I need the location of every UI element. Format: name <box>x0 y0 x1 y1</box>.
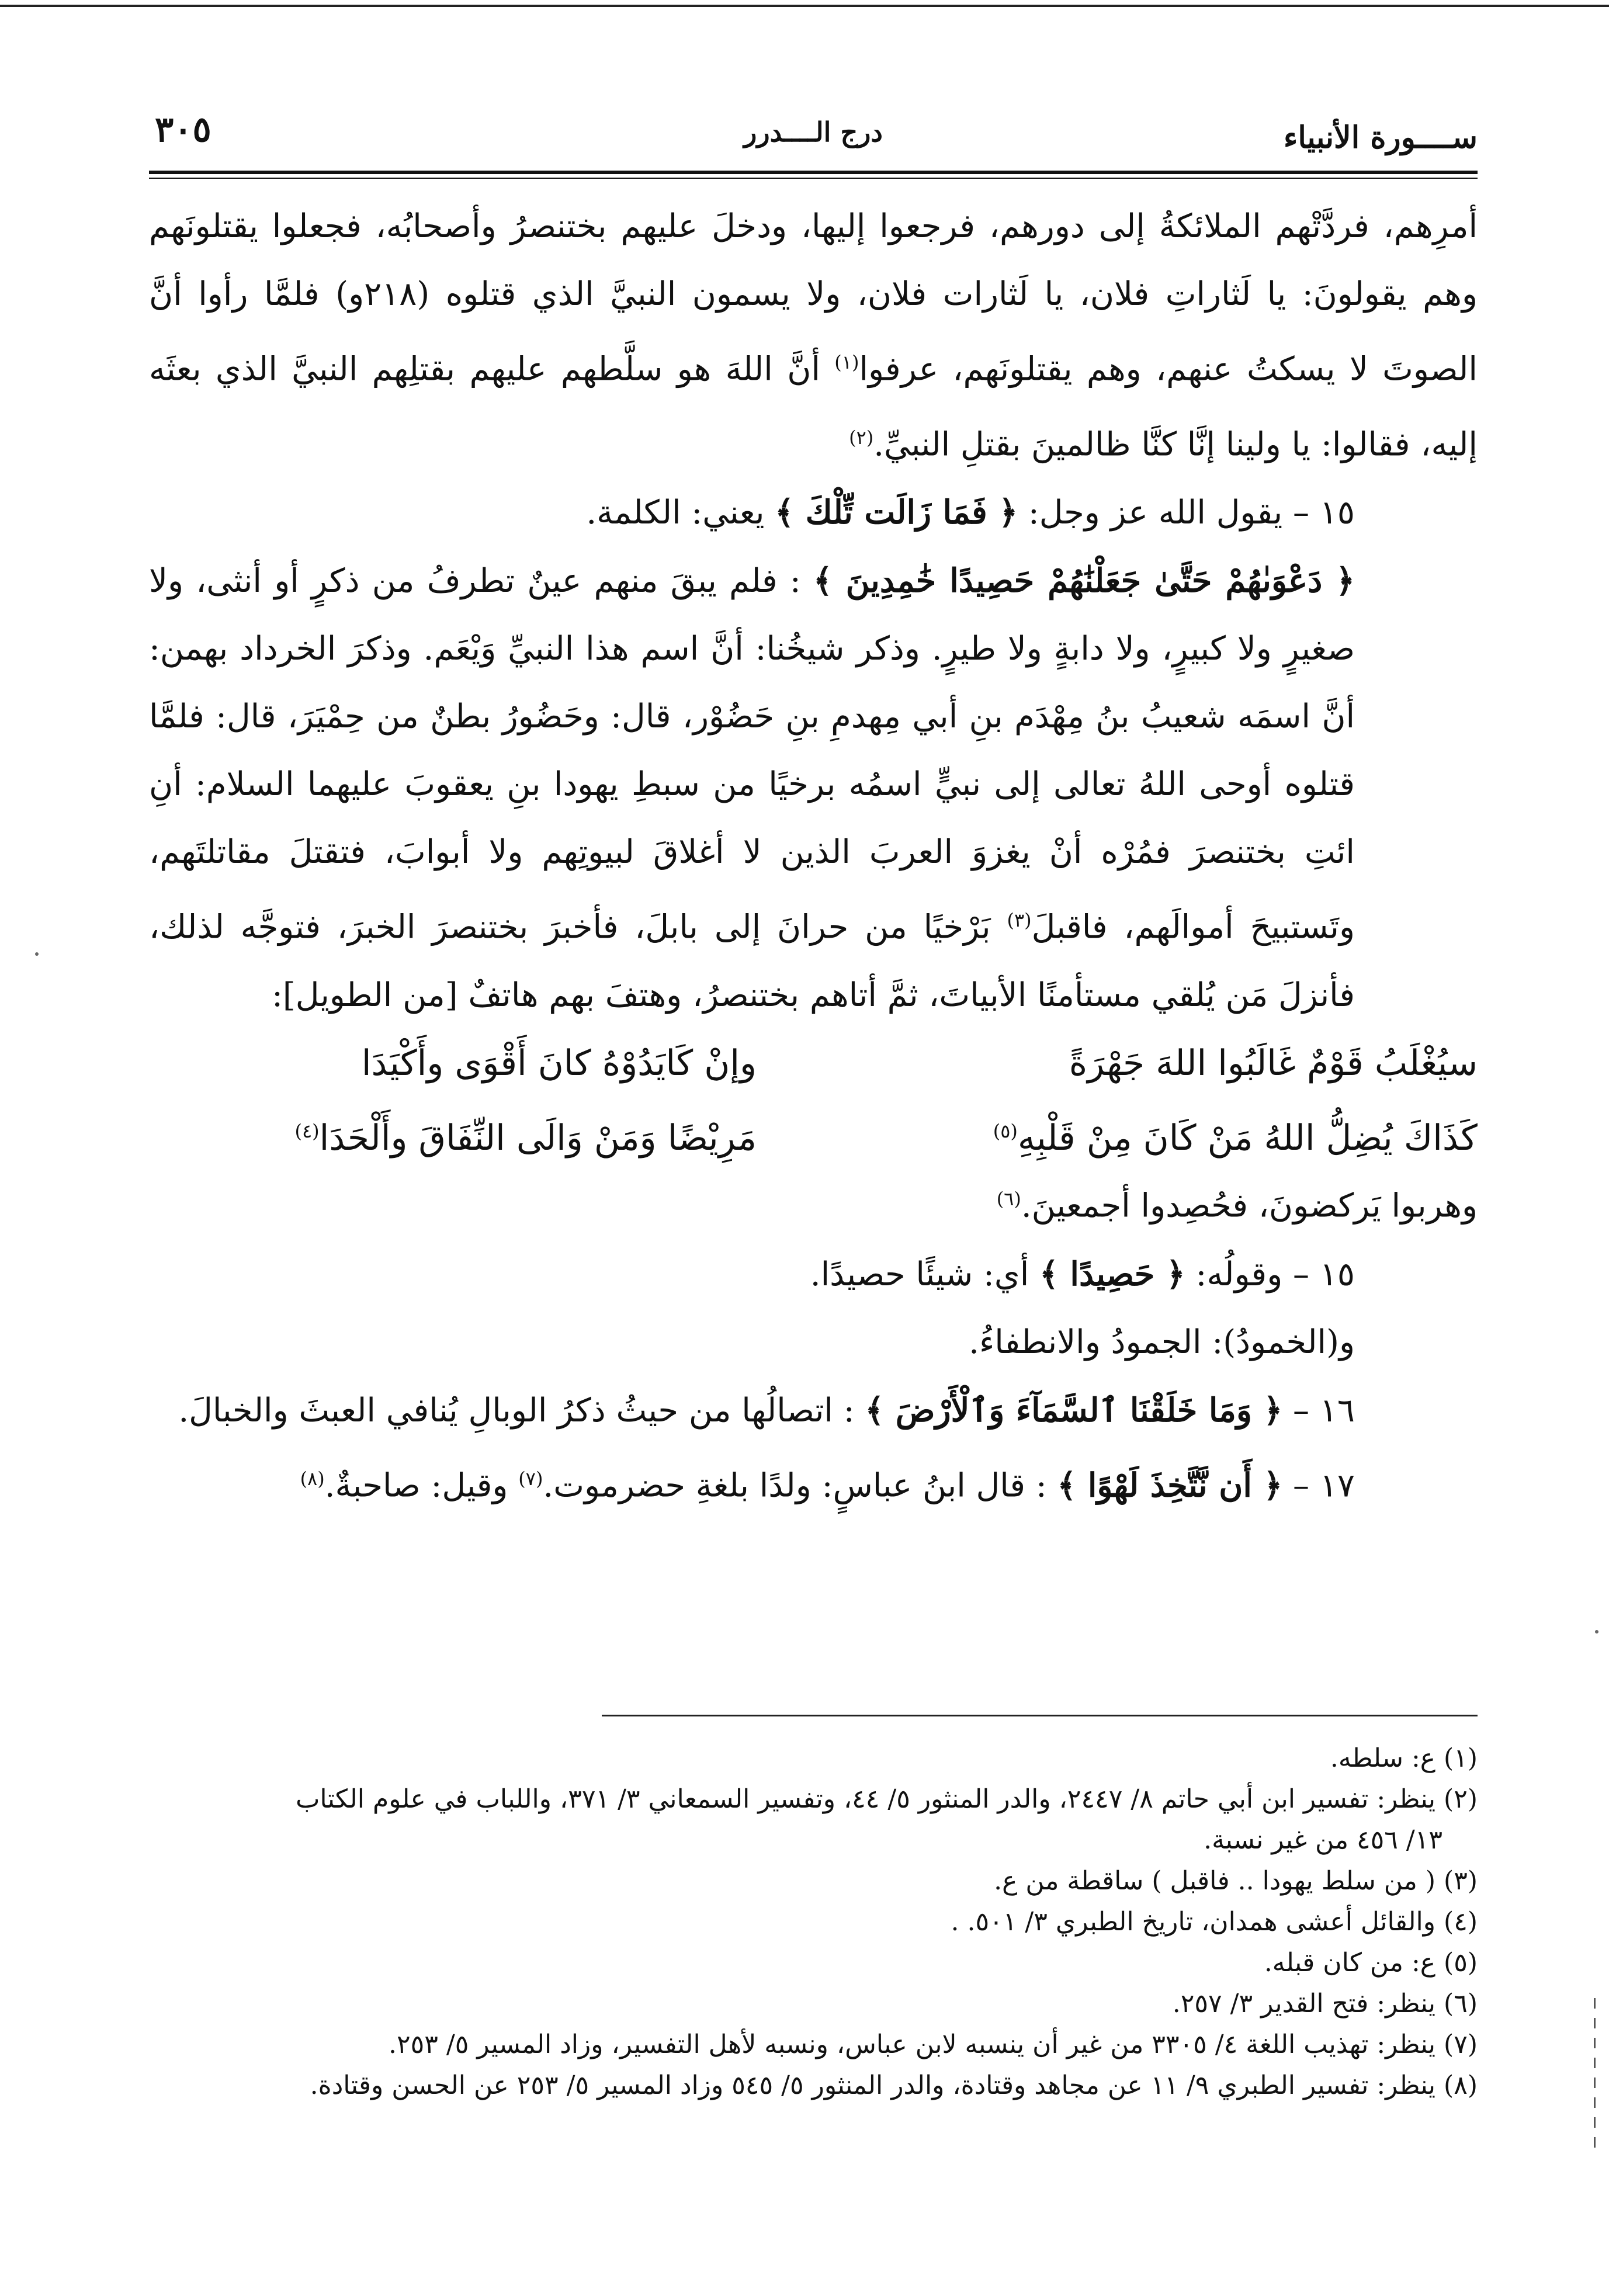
paragraph-4: وهربوا يَركضونَ، فحُصِدوا أجمعينَ.$^{(٦)}$ <box>996 1187 1478 1225</box>
paragraph-8: ١٧ – ﴿ أَن نَّتَّخِذَ لَهْوًا ﴾ : قال ابنُ عباسٍ: ولدًا بلغةِ حضرموت.$^{(٧)}$ وقيل: صاحبةٌ.$^{(٨)}$ <box>300 1466 1355 1505</box>
footnote-ref-8: (٨) <box>300 1467 325 1490</box>
footnotes <box>149 1738 1478 2106</box>
footnote-ref-5: (٥) <box>993 1119 1018 1142</box>
footnote-6: (٦) ينظر: فتح القدير ٣/ ٢٥٧. <box>1172 1989 1478 2018</box>
footnote-separator <box>602 1715 1478 1716</box>
header-rule-thick <box>149 171 1478 174</box>
footnote-2-continued: ١٣/ ٤٥٦ من غير نسبة. <box>1204 1825 1442 1855</box>
footnote-ref-2: (٢) <box>849 426 874 449</box>
scan-margin-marks <box>1586 1998 1603 2191</box>
poem <box>149 1029 1478 1165</box>
quran-verse: ﴿ فَمَا زَالَت تِّلْكَ ﴾ <box>775 493 1018 532</box>
paragraph-6: و(الخمودُ): الجمودُ والانطفاءُ. <box>969 1323 1355 1361</box>
hemistich: كَذَاكَ يُضِلُّ اللهُ مَنْ كَانَ مِنْ قَلْبِهِ$^{(٥)}$ <box>993 1117 1478 1159</box>
footnote-ref-7: (٧) <box>518 1467 543 1490</box>
footnote-4: (٤) والقائل أعشى همدان، تاريخ الطبري ٣/ ٥٠١. . <box>951 1907 1478 1937</box>
hemistich: سيُغْلَبُ قَوْمٌ غَالَبُوا اللهَ جَهْرَةً <box>1069 1042 1478 1084</box>
paragraph-7: ١٦ – ﴿ وَمَا خَلَقْنَا ٱلسَّمَآءَ وَٱلْأَرْضَ ﴾ : اتصالُها من حيثُ ذكرُ الوبالِ يُنافي العبثَ والخبالَ. <box>178 1390 1355 1430</box>
hemistich: مَرِيْضًا وَمَنْ وَالَى النِّفَاقَ وأَلْحَدَا$^{(٤)}$ <box>294 1117 757 1159</box>
quran-verse: ﴿ دَعْوَىٰهُمْ حَتَّىٰ جَعَلْنَٰهُمْ حَصِيدًا خَٰمِدِينَ ﴾ <box>813 561 1355 601</box>
quran-verse: ﴿ حَصِيدًا ﴾ <box>1039 1254 1185 1293</box>
page-number: ٣٠٥ <box>155 109 211 150</box>
page-header <box>149 102 1478 167</box>
header-rule-thin <box>149 178 1478 179</box>
quran-verse: ﴿ أَن نَّتَّخِذَ لَهْوًا ﴾ <box>1057 1466 1283 1505</box>
book-title: درج الــــدرر <box>744 116 883 148</box>
footnote-1: (١) ع: سلطه. <box>1330 1743 1478 1773</box>
poem-verse-1 <box>149 1029 1478 1097</box>
poem-verse-2 <box>149 1097 1478 1165</box>
footnote-ref-3: (٣) <box>1007 909 1032 932</box>
paragraph-5: ١٥ – وقولُه: ﴿ حَصِيدًا ﴾ أي: شيئًا حصيدًا. <box>810 1254 1355 1293</box>
paragraph-1: أمرِهم، فردَّتْهم الملائكةُ إلى دورهم، فرجعوا إليها، ودخلَ عليهم بختنصرُ وأصحابُه، فجعلوا يقتلونَهم وهم يقولونَ: يا لَثاراتِ فلان، يا لَثارات فلان، ولا يسمون النبيَّ الذي قتلوه (٢١٨و) فلمَّا رأوا أنَّ الصوتَ لا يسكتُ عنهم، وهم يقتلونَهم، عرفوا$^{(١)}$ أنَّ اللهَ هو سلَّطهم عليهم بقتلِهم النبيَّ الذي بعثَه إليه، فقالوا: يا ولينا إنَّا كنَّا ظالمينَ بقتلِ النبيِّ.$^{(٢)}$ <box>149 207 1478 464</box>
footnote-ref-1: (١) <box>834 351 859 373</box>
footnote-ref-4: (٤) <box>294 1119 320 1142</box>
footnote-ref-6: (٦) <box>996 1187 1021 1210</box>
scan-speck <box>35 952 39 956</box>
scan-speck <box>1595 1630 1598 1633</box>
footnote-7: (٧) ينظر: تهذيب اللغة ٤/ ٣٣٠٥ من غير أن ينسبه لابن عباس، ونسبه لأهل التفسير، وزاد المسير ٥/ ٢٥٣. <box>389 2030 1478 2059</box>
footnote-2: (٢) ينظر: تفسير ابن أبي حاتم ٨/ ٢٤٤٧، والدر المنثور ٥/ ٤٤، وتفسير السمعاني ٣/ ٣٧١، واللباب في علوم الكتاب <box>295 1784 1478 1814</box>
paragraph-2: ١٥ – يقول الله عز وجل: ﴿ فَمَا زَالَت تِّلْكَ ﴾ يعني: الكلمة. <box>586 493 1355 532</box>
footnote-8: (٨) ينظر: تفسير الطبري ٩/ ١١ عن مجاهد وقتادة، والدر المنثور ٥/ ٥٤٥ وزاد المسير ٥/ ٢٥٣ عن الحسن وقتادة. <box>310 2070 1478 2100</box>
paragraph-3: ﴿ دَعْوَىٰهُمْ حَتَّىٰ جَعَلْنَٰهُمْ حَصِيدًا خَٰمِدِينَ ﴾ : فلم يبقَ منهم عينٌ تطرفُ من ذكرٍ أو أنثى، ولا صغيرٍ ولا كبيرٍ، ولا دابةٍ ولا طيرٍ. وذكر شيخُنا: أنَّ اسم هذا النبيِّ وَيْعَم. وذكرَ الخرداد بهمن: أنَّ اسمَه شعيبُ بنُ مِهْدَم بنِ أبي مِهدمِ بنِ حَضُوْر، قال: وحَضُورُ بطنٌ من حِمْيَرَ، قال: فلمَّا قتلوه أوحى اللهُ تعالى إلى نبيٍّ اسمُه برخيًا من سبطِ يهودا بنِ يعقوبَ عليهما السلام: أنِ ائتِ بختنصرَ فمُرْه أنْ يغزوَ العربَ الذين لا أغلاقَ لبيوتِهم ولا أبوابَ، فتقتلَ مقاتلتَهم، وتَستبيحَ أموالَهم، فاقبلَ$^{(٣)}$ بَرْخيًا من حرانَ إلى بابلَ، فأخبرَ بختنصرَ الخبرَ، فتوجَّه لذلك، فأنزلَ مَن يُلقي مستأمنًا الأبياتَ، ثمَّ أتاهم بختنصرُ، وهتفَ بهم هاتفٌ [من الطويل]: <box>149 561 1355 1014</box>
top-border-rule <box>0 5 1609 7</box>
surah-title: ســــورة الأنبياء <box>1283 120 1478 155</box>
main-text <box>149 193 1478 1520</box>
footnote-5: (٥) ع: من كان قبله. <box>1264 1948 1478 1978</box>
hemistich: وإنْ كَايَدُوْهُ كانَ أَقْوَى وأَكْيَدَا <box>361 1042 757 1084</box>
footnote-3: (٣) ( من سلط يهودا .. فاقبل ) ساقطة من ع. <box>994 1866 1478 1896</box>
quran-verse: ﴿ وَمَا خَلَقْنَا ٱلسَّمَآءَ وَٱلْأَرْضَ ﴾ <box>865 1390 1283 1430</box>
